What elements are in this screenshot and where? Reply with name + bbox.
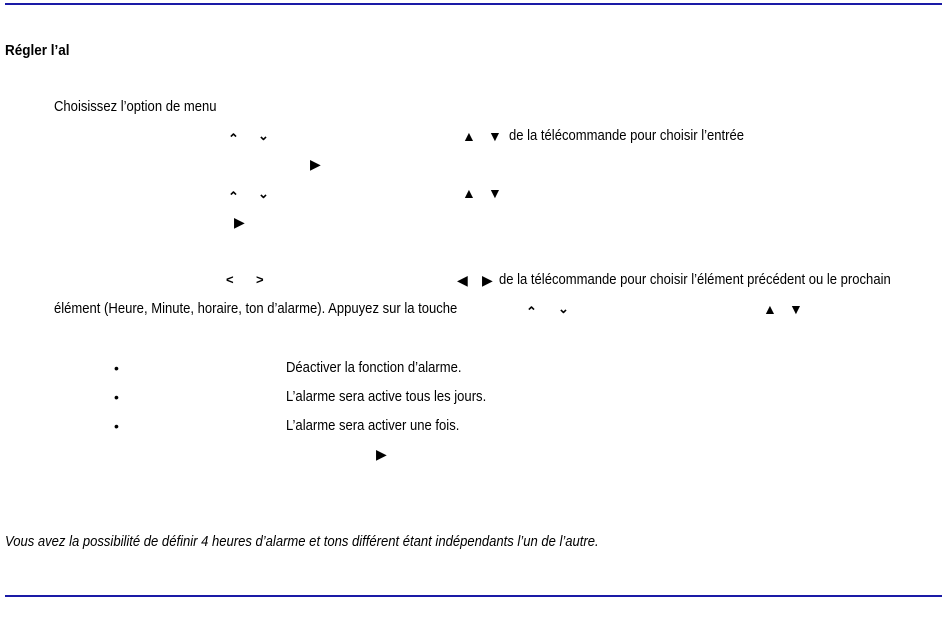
instruction-line-1: de la télécommande pour choisir l’entrée	[509, 128, 745, 144]
remote-right-triangle-icon: ▶	[482, 272, 493, 288]
section-heading: Régler l’al	[5, 42, 70, 59]
panel-up-chevron-icon: ⌃	[228, 189, 239, 204]
bullet-icon: •	[114, 389, 119, 405]
remote-down-triangle-icon: ▼	[789, 301, 803, 317]
bullet-icon: •	[114, 418, 119, 434]
panel-left-chevron-icon: <	[226, 272, 234, 287]
bottom-rule	[5, 595, 942, 597]
bullet-icon: •	[114, 360, 119, 376]
panel-down-chevron-icon: ⌄	[258, 128, 269, 143]
note-text: Vous avez la possibilité de définir 4 heures d’alarme et tons différent étant indépendants l’un de l’autre.	[5, 534, 599, 550]
list-item: L’alarme sera active tous les jours.	[286, 389, 487, 405]
instruction-line-6: élément (Heure, Minute, horaire, ton d’alarme). Appuyez sur la touche	[54, 301, 458, 317]
remote-down-triangle-icon: ▼	[488, 185, 502, 201]
list-item: Déactiver la fonction d’alarme.	[286, 360, 462, 376]
panel-down-chevron-icon: ⌄	[258, 186, 269, 201]
intro-text: Choisissez l’option de menu	[54, 99, 217, 115]
remote-down-triangle-icon: ▼	[488, 128, 502, 144]
list-item: L’alarme sera activer une fois.	[286, 418, 460, 434]
panel-up-chevron-icon: ⌃	[526, 304, 537, 319]
panel-up-chevron-icon: ⌃	[228, 131, 239, 146]
remote-up-triangle-icon: ▲	[462, 128, 476, 144]
right-triangle-icon: ▶	[376, 446, 387, 462]
remote-left-triangle-icon: ◀	[457, 272, 468, 288]
instruction-line-5: de la télécommande pour choisir l’élément précédent ou le prochain	[499, 272, 891, 288]
remote-up-triangle-icon: ▲	[462, 185, 476, 201]
remote-up-triangle-icon: ▲	[763, 301, 777, 317]
right-triangle-icon: ▶	[234, 214, 245, 230]
panel-right-chevron-icon: >	[256, 272, 264, 287]
top-rule	[5, 3, 942, 5]
right-triangle-icon: ▶	[310, 156, 321, 172]
panel-down-chevron-icon: ⌄	[558, 301, 569, 316]
